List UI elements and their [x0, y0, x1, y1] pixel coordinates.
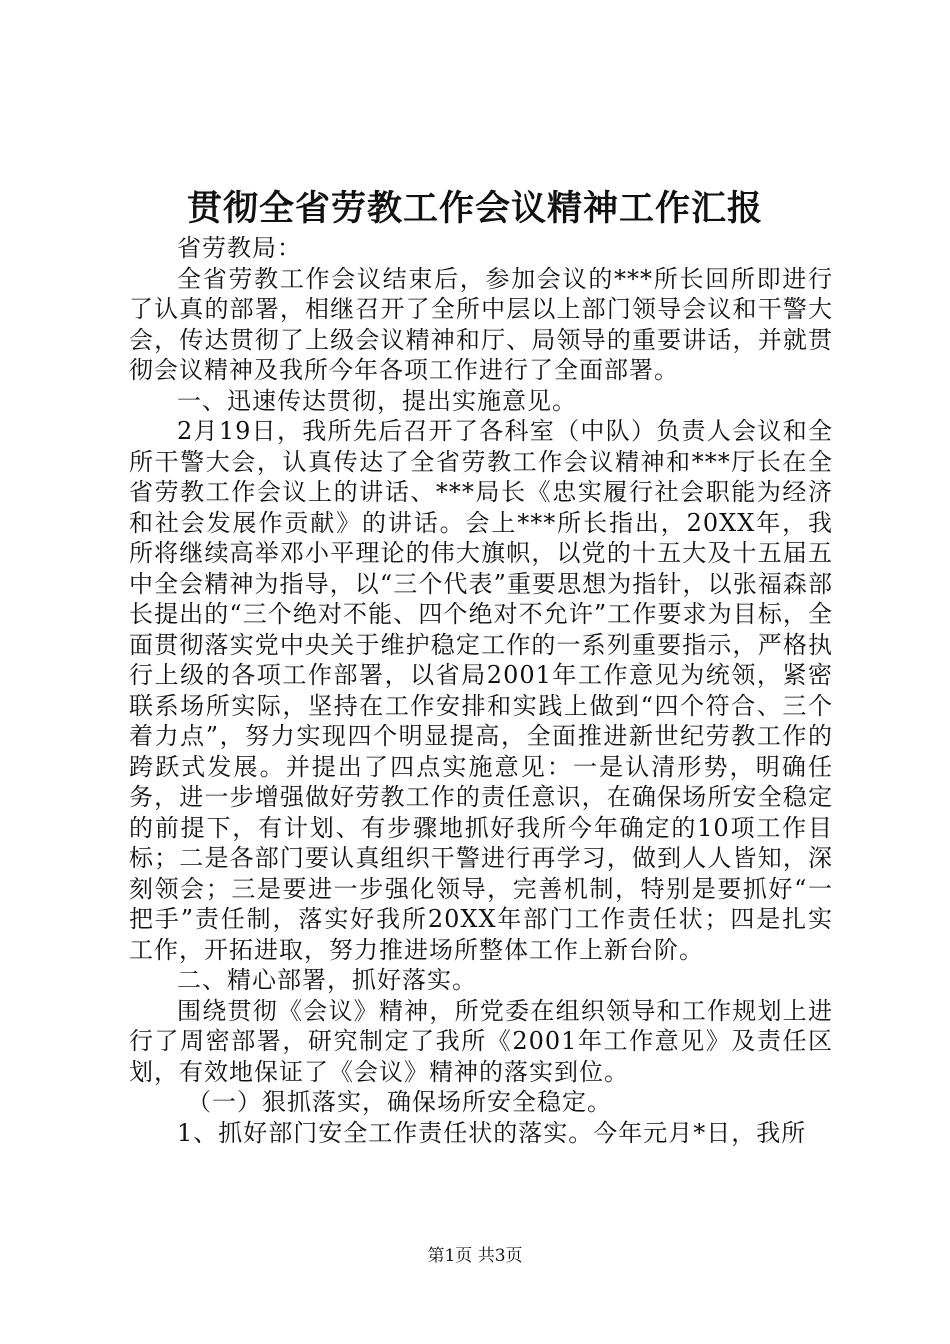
document-body — [129, 233, 833, 1148]
subsection-heading-1: （一）狠抓落实，确保场所安全稳定。 — [187, 1088, 612, 1116]
intro-paragraph: 全省劳教工作会议结束后，参加会议的***所长回所即进行了认真的部署，相继召开了全所中层以上部门领导会议和干警大会，传达贯彻了上级会议精神和厅、局领导的重要讲话，并就贯彻会议精神及我所今年各项工作进行了全面部署。 — [129, 264, 833, 384]
section-heading-1: 一、迅速传达贯彻，提出实施意见。 — [177, 386, 577, 415]
salutation-paragraph: 省劳教局： — [177, 234, 302, 262]
body-paragraph: 围绕贯彻《会议》精神，所党委在组织领导和工作规划上进行了周密部署，研究制定了我所《2001年工作意见》及责任区划，有效地保证了《会议》精神的落实到位。 — [129, 996, 833, 1086]
page-footer: 第1页 共3页 — [427, 1246, 523, 1266]
body-paragraph: 2月19日，我所先后召开了各科室（中队）负责人会议和全所干警大会，认真传达了全省劳教工作会议精神和***厅长在全省劳教工作会议上的讲话、***局长《忠实履行社会职能为经济和社会发展作贡献》的讲话。会上***所长指出，20XX年，我所将继续高举邓小平理论的伟大旗帜，以党的十五大及十五届五中全会精神为指导，以“三个代表”重要思想为指针，以张福森部长提出的“三个绝对不能、四个绝对不允许”工作要求为目标，全面贯彻落实党中央关于维护稳定工作的一系列重要指示，严格执行上级的各项工作部署，以省局2001年工作意见为统领，紧密联系场所实际，坚持在工作安排和实践上做到“四个符合、三个着力点”，努力实现四个明显提高，全面推进新世纪劳教工作的跨跃式发展。并提出了四点实施意见：一是认清形势，明确任务，进一步增强做好劳教工作的责任意识，在确保场所安全稳定的前提下，有计划、有步骤地抓好我所今年确定的10项工作目标；二是各部门要认真组织干警进行再学习，做到人人皆知，深刻领会；三是要进一步强化领导，完善机制，特别是要抓好“一把手”责任制，落实好我所20XX年部门工作责任状；四是扎实工作，开拓进取，努力推进场所整体工作上新台阶。 — [129, 417, 833, 964]
section-heading-2: 二、精心部署，抓好落实。 — [177, 966, 477, 994]
body-paragraph: 1、抓好部门安全工作责任状的落实。今年元月*日，我所 — [177, 1118, 807, 1147]
document-title: 贯彻全省劳教工作会议精神工作汇报 — [186, 188, 763, 229]
